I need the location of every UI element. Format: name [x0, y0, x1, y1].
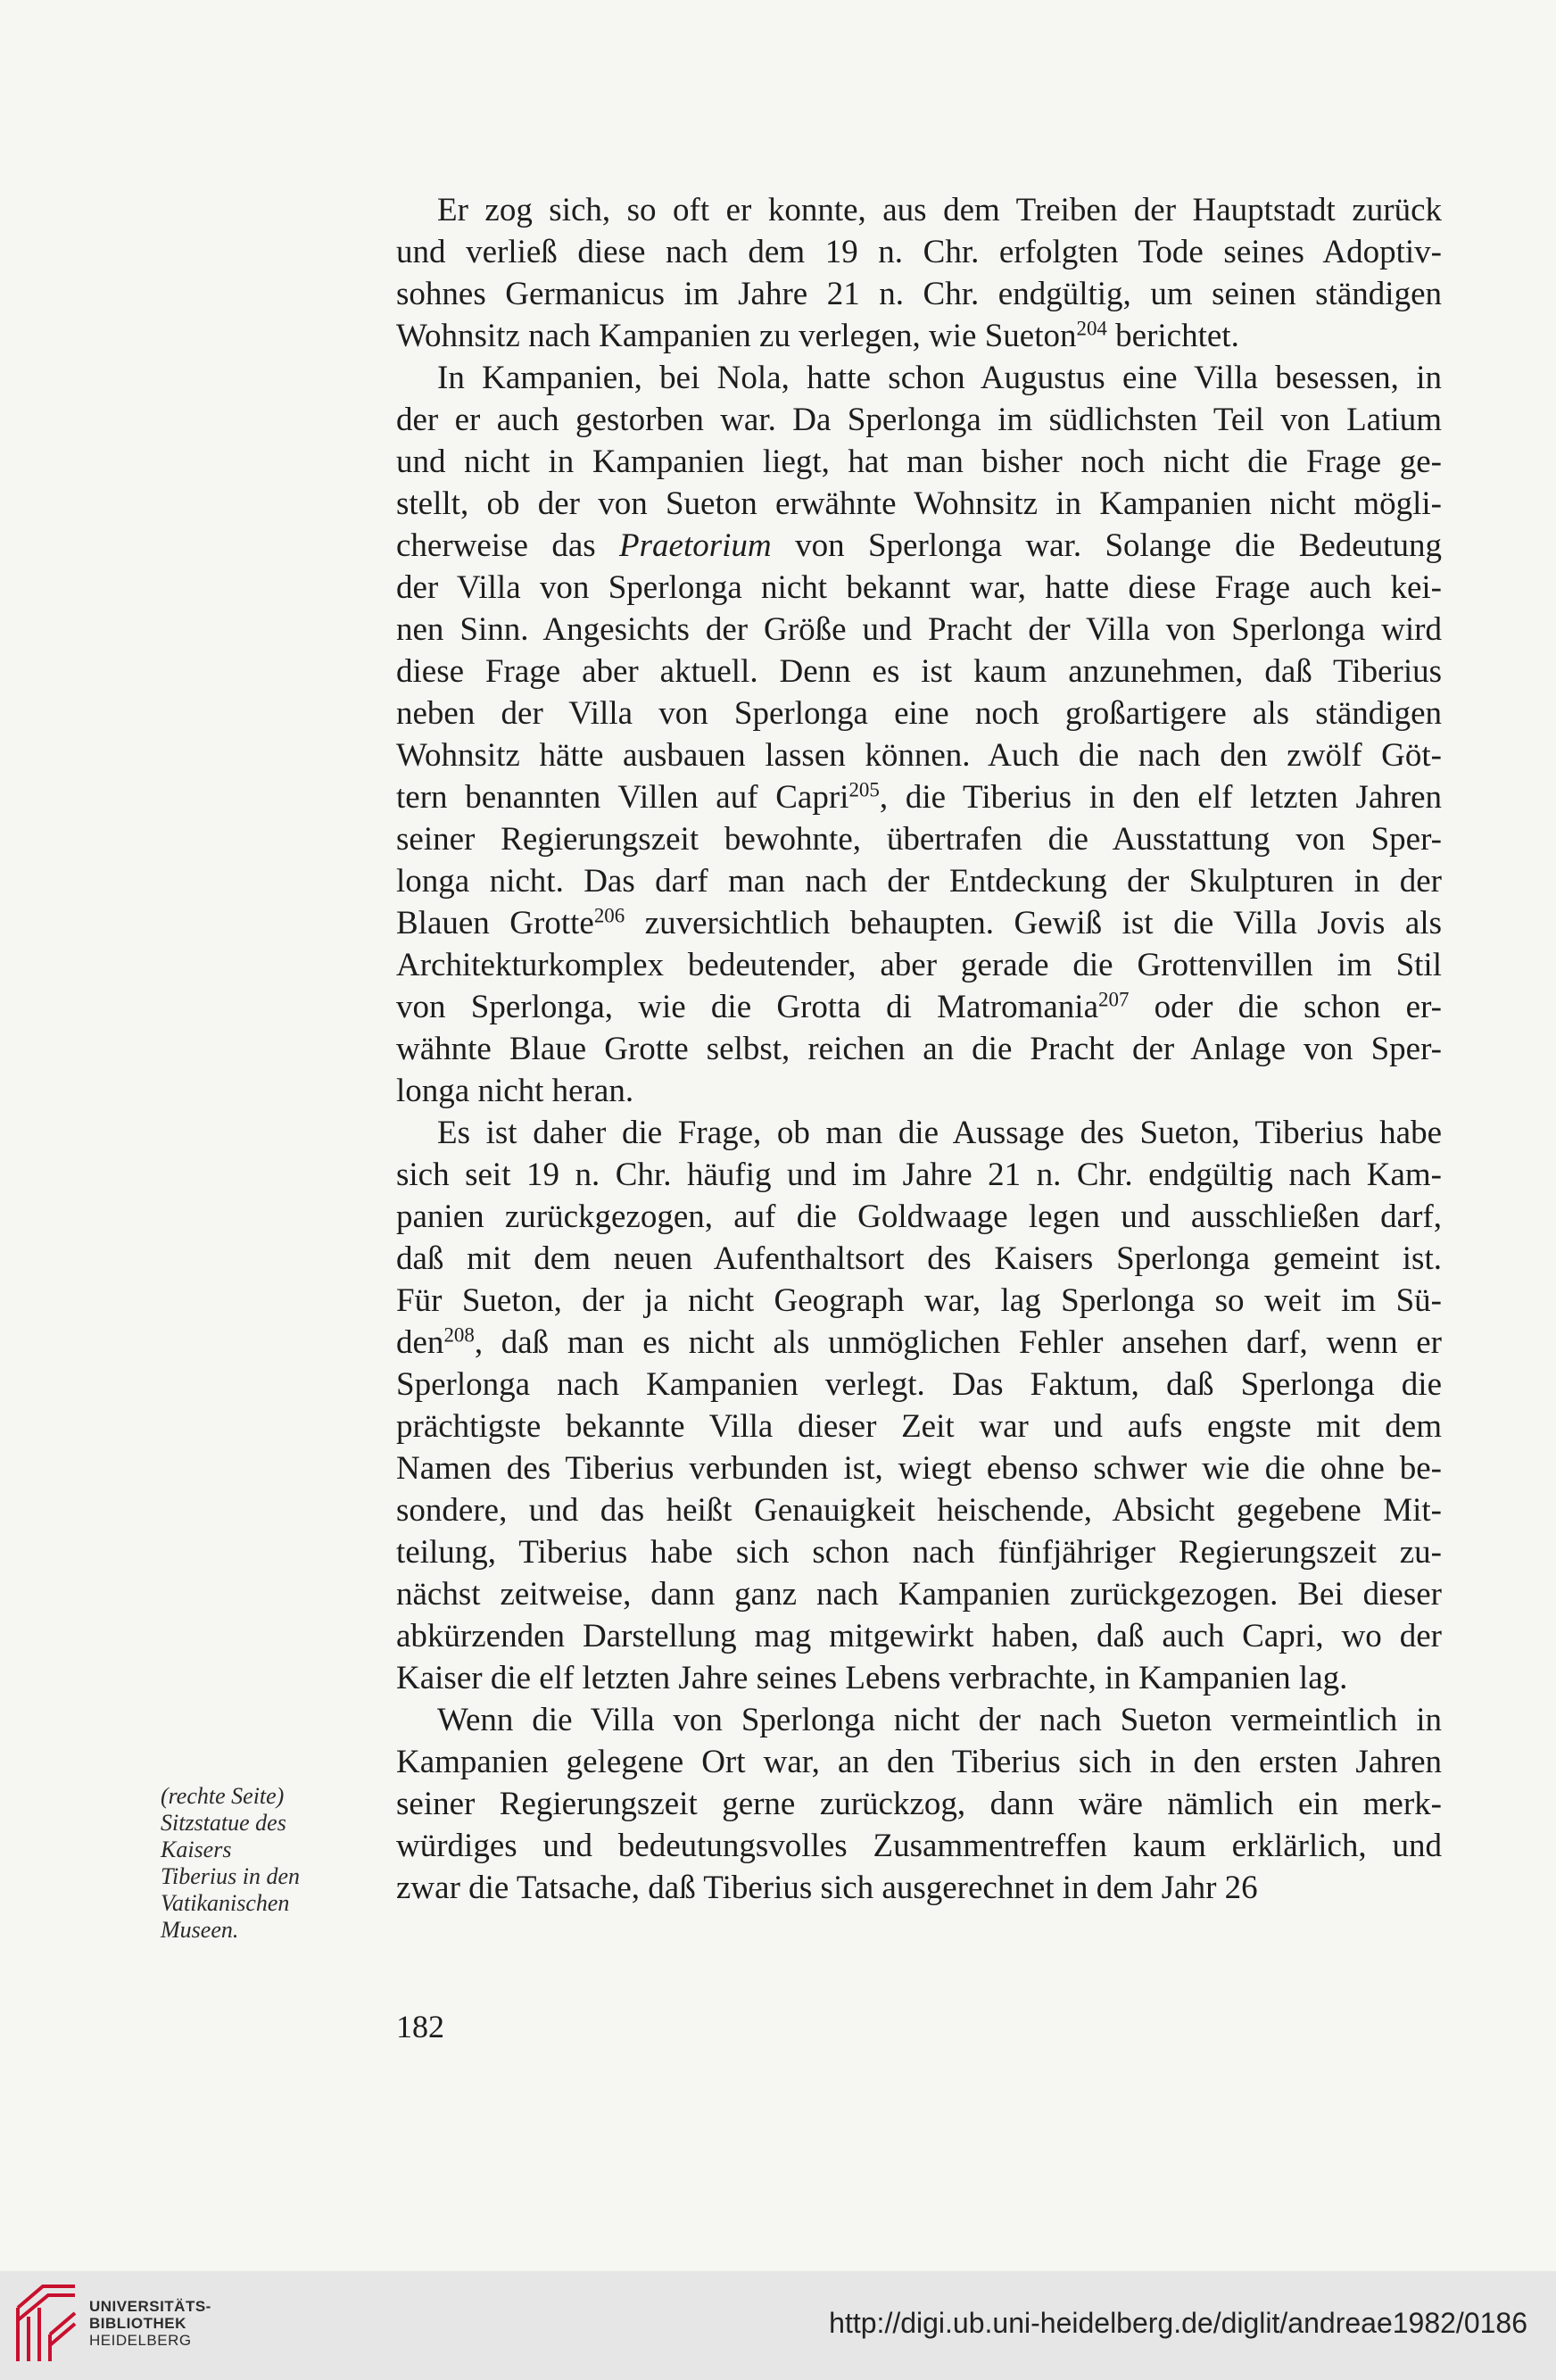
figure-caption [161, 1783, 366, 1944]
footnote-ref: 204 [1076, 317, 1107, 340]
text-line [396, 1322, 1442, 1364]
text-segment: nächst zeitweise, dann ganz nach Kampanien zurückgezogen. Bei dieser [396, 1576, 1442, 1613]
text-line [396, 1238, 1442, 1280]
text-line [396, 692, 1442, 734]
text-line [396, 1112, 1442, 1154]
text-segment: Kampanien gelegene Ort war, an den Tiberius sich in den ersten Jahren [396, 1744, 1442, 1780]
text-line [396, 399, 1442, 441]
text-line [396, 1531, 1442, 1573]
text-segment: Für Sueton, der ja nicht Geograph war, lag Sperlonga so weit im Sü- [396, 1282, 1442, 1319]
text-segment: den [396, 1324, 444, 1361]
text-segment: In Kampanien, bei Nola, hatte schon Augustus eine Villa besessen, in [437, 360, 1442, 396]
paragraph [396, 357, 1442, 1112]
text-line [396, 1489, 1442, 1531]
text-line [396, 860, 1442, 902]
text-segment: berichtet. [1106, 318, 1239, 354]
text-line [396, 189, 1442, 231]
footnote-ref: 207 [1098, 988, 1130, 1011]
text-segment: sich seit 19 n. Chr. häufig und im Jahre 21 n. Chr. endgültig nach Kam- [396, 1157, 1442, 1193]
caption-line: Tiberius in den [161, 1863, 301, 1889]
text-segment: zwar die Tatsache, daß Tiberius sich ausgerechnet in dem Jahr 26 [396, 1870, 1258, 1906]
text-line [396, 1657, 1442, 1699]
body-text [396, 189, 1442, 1909]
text-line [396, 525, 1442, 567]
text-segment: und nicht in Kampanien liegt, hat man bisher noch nicht die Frage ge- [396, 444, 1442, 480]
library-name [89, 2298, 211, 2349]
text-line [396, 1699, 1442, 1741]
caption-line: Vatikanischen [161, 1890, 290, 1916]
paragraph [396, 189, 1442, 357]
text-segment: sondere, und das heißt Genauigkeit heischende, Absicht gegebene Mit- [396, 1492, 1442, 1529]
text-segment: von Sperlonga war. Solange die Bedeutung [771, 527, 1442, 564]
library-name-line: HEIDELBERG [89, 2332, 192, 2349]
text-line [396, 483, 1442, 525]
text-line [396, 1783, 1442, 1825]
text-segment: longa nicht. Das darf man nach der Entdeckung der Skulpturen in der [396, 863, 1442, 900]
text-segment: teilung, Tiberius habe sich schon nach fünfjähriger Regierungszeit zu- [396, 1534, 1442, 1571]
text-segment: neben der Villa von Sperlonga eine noch großartigere als ständigen [396, 695, 1442, 732]
text-segment: würdiges und bedeutungsvolles Zusammentreffen kaum erklärlich, und [396, 1828, 1442, 1864]
italic-term: Praetorium [619, 527, 772, 564]
text-segment: Wenn die Villa von Sperlonga nicht der nach Sueton vermeintlich in [437, 1702, 1442, 1738]
text-segment: seiner Regierungszeit bewohnte, übertrafen die Ausstattung von Sper- [396, 821, 1442, 858]
text-line [396, 651, 1442, 692]
ub-heidelberg-logo-icon [12, 2281, 80, 2367]
text-line [396, 609, 1442, 651]
text-segment: von Sperlonga, wie die Grotta di Matromania [396, 989, 1099, 1025]
text-segment: Architekturkomplex bedeutender, aber gerade die Grottenvillen im Stil [396, 947, 1442, 983]
text-line [396, 315, 1442, 357]
text-segment: zuversichtlich behaupten. Gewiß ist die Villa Jovis als [625, 905, 1442, 941]
text-segment: Sperlonga nach Kampanien verlegt. Das Faktum, daß Sperlonga die [396, 1366, 1442, 1403]
text-segment: longa nicht heran. [396, 1073, 634, 1109]
text-line [396, 1741, 1442, 1783]
text-segment: daß mit dem neuen Aufenthaltsort des Kaisers Sperlonga gemeint ist. [396, 1240, 1442, 1277]
source-url-link[interactable]: http://digi.ub.uni-heidelberg.de/diglit/andreae1982/0186 [829, 2307, 1527, 2339]
page-number: 182 [396, 2009, 444, 2044]
text-line [396, 567, 1442, 609]
text-line [396, 818, 1442, 860]
text-segment: Namen des Tiberius verbunden ist, wiegt ebenso schwer wie die ohne be- [396, 1450, 1442, 1487]
library-name-line: BIBLIOTHEK [89, 2315, 186, 2332]
text-line [396, 1280, 1442, 1322]
text-segment: cherweise das [396, 527, 620, 564]
text-line [396, 1447, 1442, 1489]
text-segment: oder die schon er- [1129, 989, 1443, 1025]
paragraph [396, 1112, 1442, 1699]
text-segment: Es ist daher die Frage, ob man die Aussage des Sueton, Tiberius habe [437, 1115, 1442, 1151]
caption-line: Kaisers [161, 1837, 232, 1862]
text-line [396, 776, 1442, 818]
text-line [396, 1573, 1442, 1615]
text-line [396, 441, 1442, 483]
text-line [396, 1867, 1442, 1909]
text-line [396, 1196, 1442, 1238]
text-segment: Kaiser die elf letzten Jahre seines Lebens verbrachte, in Kampanien lag. [396, 1660, 1348, 1696]
text-segment: stellt, ob der von Sueton erwähnte Wohnsitz in Kampanien nicht mögli- [396, 485, 1442, 522]
paragraph [396, 1699, 1442, 1909]
text-line [396, 1070, 1442, 1112]
text-segment: Wohnsitz nach Kampanien zu verlegen, wie Sueton [396, 318, 1077, 354]
text-segment: Blauen Grotte [396, 905, 594, 941]
text-line [396, 986, 1442, 1028]
text-segment: prächtigste bekannte Villa dieser Zeit war und aufs engste mit dem [396, 1408, 1442, 1445]
footnote-ref: 206 [593, 904, 625, 927]
text-line [396, 1825, 1442, 1867]
text-segment: wähnte Blaue Grotte selbst, reichen an die Pracht der Anlage von Sper- [396, 1031, 1442, 1067]
text-line [396, 1154, 1442, 1196]
text-segment: der er auch gestorben war. Da Sperlonga im südlichsten Teil von Latium [396, 402, 1442, 438]
caption-line: Sitzstatue des [161, 1810, 286, 1836]
text-line [396, 357, 1442, 399]
text-line [396, 1406, 1442, 1447]
footnote-ref: 208 [443, 1323, 475, 1347]
text-segment: Er zog sich, so oft er konnte, aus dem Treiben der Hauptstadt zurück [437, 192, 1442, 228]
footnote-ref: 205 [848, 778, 880, 801]
text-line [396, 231, 1442, 273]
library-name-line: UNIVERSITÄTS- [89, 2298, 211, 2315]
text-segment: Wohnsitz hätte ausbauen lassen können. Auch die nach den zwölf Göt- [396, 737, 1442, 774]
text-segment: , die Tiberius in den elf letzten Jahren [879, 779, 1443, 816]
text-segment: seiner Regierungszeit gerne zurückzog, dann wäre nämlich ein merk- [396, 1786, 1442, 1822]
caption-line: (rechte Seite) [161, 1783, 285, 1809]
text-line [396, 944, 1442, 986]
text-segment: tern benannten Villen auf Capri [396, 779, 849, 816]
caption-line: Museen. [161, 1917, 239, 1943]
text-segment: panien zurückgezogen, auf die Goldwaage legen und ausschließen darf, [396, 1198, 1442, 1235]
text-segment: diese Frage aber aktuell. Denn es ist kaum anzunehmen, daß Tiberius [396, 653, 1442, 690]
text-line [396, 273, 1442, 315]
text-line [396, 734, 1442, 776]
text-line [396, 1364, 1442, 1406]
text-segment: , daß man es nicht als unmöglichen Fehler ansehen darf, wenn er [474, 1324, 1442, 1361]
text-segment: der Villa von Sperlonga nicht bekannt war, hatte diese Frage auch kei- [396, 569, 1442, 606]
text-segment: sohnes Germanicus im Jahre 21 n. Chr. endgültig, um seinen ständigen [396, 276, 1442, 312]
text-segment: nen Sinn. Angesichts der Größe und Pracht der Villa von Sperlonga wird [396, 611, 1442, 648]
text-segment: abkürzenden Darstellung mag mitgewirkt haben, daß auch Capri, wo der [396, 1618, 1442, 1654]
text-segment: und verließ diese nach dem 19 n. Chr. erfolgten Tode seines Adoptiv- [396, 234, 1442, 270]
text-line [396, 902, 1442, 944]
text-line [396, 1615, 1442, 1657]
text-line [396, 1028, 1442, 1070]
